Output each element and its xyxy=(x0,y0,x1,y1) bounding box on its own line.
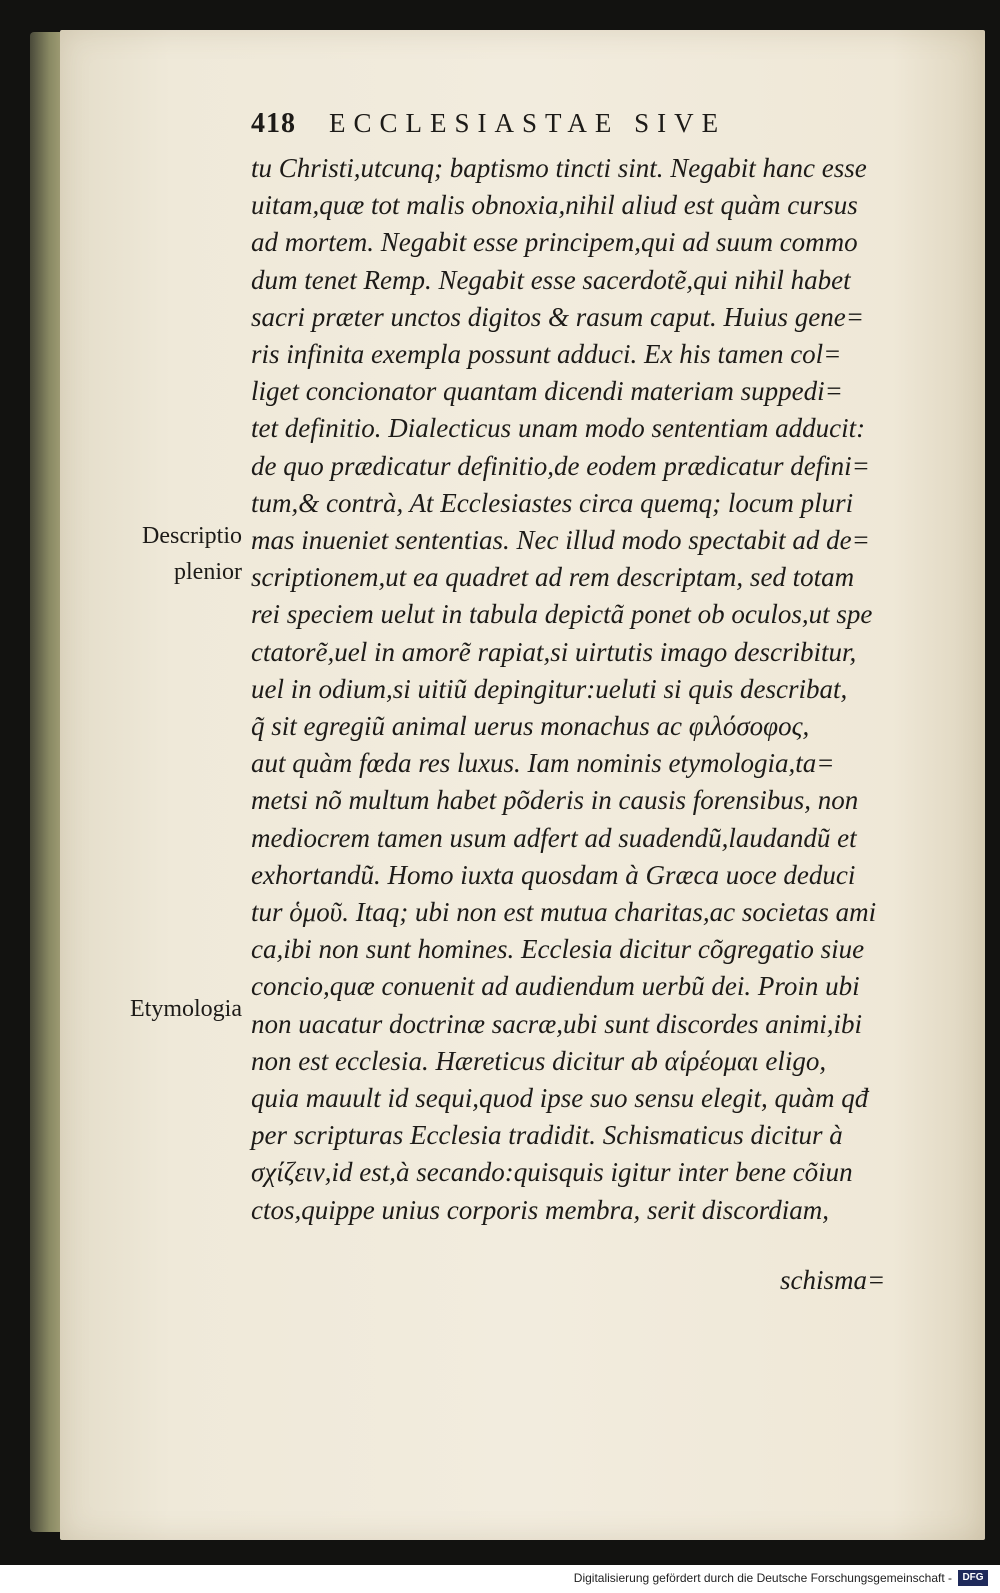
page-number: 418 xyxy=(251,108,296,139)
text-line: rei speciem uelut in tabula depictã ponet ob oculos,ut spe xyxy=(251,599,873,630)
main-text-block xyxy=(251,150,891,1229)
text-line: exhortandũ. Homo iuxta quosdam à Græca uoce deduci xyxy=(251,859,856,890)
text-line: tu Christi,utcunq; baptismo tincti sint. Negabit hanc esse xyxy=(251,153,867,183)
text-line: σχίζειν,id est,à secando:quisquis igitur inter bene cõiun xyxy=(251,1157,853,1188)
text-line: dum tenet Remp. Negabit esse sacerdotẽ,qui nihil habet xyxy=(251,264,851,295)
text-line: uitam,quæ tot malis obnoxia,nihil aliud est quàm cursus xyxy=(251,190,858,221)
margin-note-descriptio xyxy=(42,518,242,590)
funding-credit: Digitalisierung gefördert durch die Deutsche Forschungsgemeinschaft - xyxy=(573,1571,952,1585)
text-line: non est ecclesia. Hæreticus dicitur ab αἱρέομαι eligo, xyxy=(251,1045,827,1076)
text-line: sacri præter unctos digitos & rasum caput. Huius gene= xyxy=(251,301,864,332)
text-line: ca,ibi non sunt homines. Ecclesia dicitur cõgregatio siue xyxy=(251,934,865,965)
text-line: de quo prædicatur definitio,de eodem prædicatur defini= xyxy=(251,450,870,481)
text-line: uel in odium,si uitiũ depingitur:ueluti si quis describat, xyxy=(251,673,848,704)
margin-note-line: plenior xyxy=(174,559,242,585)
footer-band xyxy=(0,1565,1000,1593)
text-line: liget concionator quantam dicendi materiam suppedi= xyxy=(251,376,843,407)
text-line: mas inueniet sententias. Nec illud modo spectabit ad de= xyxy=(251,525,870,556)
text-line: ris infinita exempla possunt adduci. Ex his tamen col= xyxy=(251,339,842,370)
text-line: non uacatur doctrinæ sacræ,ubi sunt discordes animi,ibi xyxy=(251,1008,863,1039)
text-line: tum,& contrà, At Ecclesiastes circa quemq; locum pluri xyxy=(251,487,854,518)
text-line: per scripturas Ecclesia tradidit. Schismaticus dicitur à xyxy=(251,1120,843,1151)
margin-note-line: Descriptio xyxy=(142,523,242,549)
text-line: tur ὁμοῦ. Itaq; ubi non est mutua charitas,ac societas ami xyxy=(251,897,877,928)
text-line: ctatorẽ,uel in amorẽ rapiat,si uirtutis imago describitur, xyxy=(251,636,857,667)
text-line: scriptionem,ut ea quadret ad rem descriptam, sed totam xyxy=(251,562,855,593)
text-line: ctos,quippe unius corporis membra, serit discordiam, xyxy=(251,1194,829,1225)
text-line: concio,quæ conuenit ad audiendum uerbũ dei. Proin ubi xyxy=(251,971,860,1002)
text-line: aut quàm fœda res luxus. Iam nominis etymologia,ta= xyxy=(251,748,835,779)
text-line: metsi nõ multum habet põderis in causis forensibus, non xyxy=(251,785,859,816)
text-line: mediocrem tamen usum adfert ad suadendũ,laudandũ et xyxy=(251,822,857,853)
running-title: ECCLESIASTAE SIVE xyxy=(329,108,727,138)
dfg-logo: DFG xyxy=(958,1570,988,1586)
text-line: ad mortem. Negabit esse principem,qui ad suum commo xyxy=(251,227,858,258)
text-line: quia mauult id sequi,quod ipse suo sensu elegit, quàm qđ xyxy=(251,1083,869,1114)
text-line: tet definitio. Dialecticus unam modo sententiam adducit: xyxy=(251,413,866,444)
catchword: schisma= xyxy=(780,1265,886,1295)
running-head xyxy=(251,108,901,140)
text-line: q̃ sit egregiũ animal uerus monachus ac φιλόσοφος, xyxy=(251,711,810,742)
margin-note-etymologia: Etymologia xyxy=(130,996,242,1022)
